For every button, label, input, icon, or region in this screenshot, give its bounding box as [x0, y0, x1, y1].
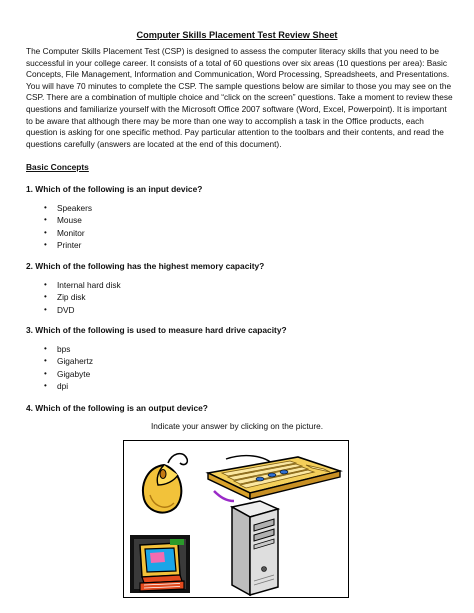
bullet-icon: •	[44, 292, 47, 302]
bullet-icon: •	[44, 280, 47, 289]
list-item: • DVD	[44, 304, 75, 315]
bullet-icon: •	[44, 304, 47, 314]
bullet-icon: •	[44, 203, 47, 212]
list-item: • Mouse	[44, 215, 82, 226]
list-item: • Printer	[44, 239, 82, 250]
list-item: • Internal hard disk	[44, 280, 121, 290]
question-2-options	[44, 279, 121, 316]
computer-tower-picture[interactable]	[224, 499, 282, 597]
list-item: • bps	[44, 344, 71, 354]
instruction-text: Indicate your answer by clicking on the picture.	[150, 421, 324, 431]
bullet-icon: •	[44, 356, 47, 366]
bullet-icon: •	[44, 239, 47, 249]
intro-paragraph: The Computer Skills Placement Test (CSP) is designed to assess the computer literacy skills that you need to be successful in your college career. It consists of a total of 60 questions over six areas (10 questions per area): Basic Concepts, File Management, Information and Communication, Word Processing, Spreadsheets, and Presentations. You will have 70 minutes to complete the CSP. The sample questions below are similar to those you may see on the CSP. There are a combination of multiple choice and “click on the screen” questions. Take a moment to review these questions and familiarize yourself with the Microsoft Office 2007 software (Word, Excel, Powerpoint). It is important to be aware that although there may be more than one way to accomplish a task in the Office products, each question is asking for one specific method. Pay particular attention to the toolbars and their contents, and read the questions carefully (answers are located at the end of this document).	[26, 46, 453, 149]
list-item: • dpi	[44, 380, 69, 391]
document-title: Computer Skills Placement Test Review Sheet	[136, 30, 338, 40]
bullet-icon: •	[44, 380, 47, 390]
question-3: 3. Which of the following is used to measure hard drive capacity?	[26, 325, 287, 335]
bullet-icon: •	[44, 227, 47, 237]
bullet-icon: •	[44, 368, 47, 378]
picture-answer-frame	[123, 440, 349, 598]
list-item: • Zip disk	[44, 292, 86, 303]
list-item: • Gigahertz	[44, 356, 93, 367]
list-item: • Monitor	[44, 227, 85, 238]
question-3-options	[44, 343, 93, 392]
monitor-picture[interactable]	[130, 535, 190, 595]
list-item: • Speakers	[44, 203, 93, 213]
mouse-picture[interactable]	[134, 449, 196, 519]
bullet-icon: •	[44, 215, 47, 225]
question-2: 2. Which of the following has the highest memory capacity?	[26, 261, 265, 271]
bullet-icon: •	[44, 344, 47, 353]
question-4: 4. Which of the following is an output device?	[26, 403, 208, 413]
list-item: • Gigabyte	[44, 368, 91, 379]
section-heading: Basic Concepts	[26, 162, 89, 172]
question-1-options	[44, 202, 92, 251]
question-1: 1. Which of the following is an input device?	[26, 184, 203, 194]
